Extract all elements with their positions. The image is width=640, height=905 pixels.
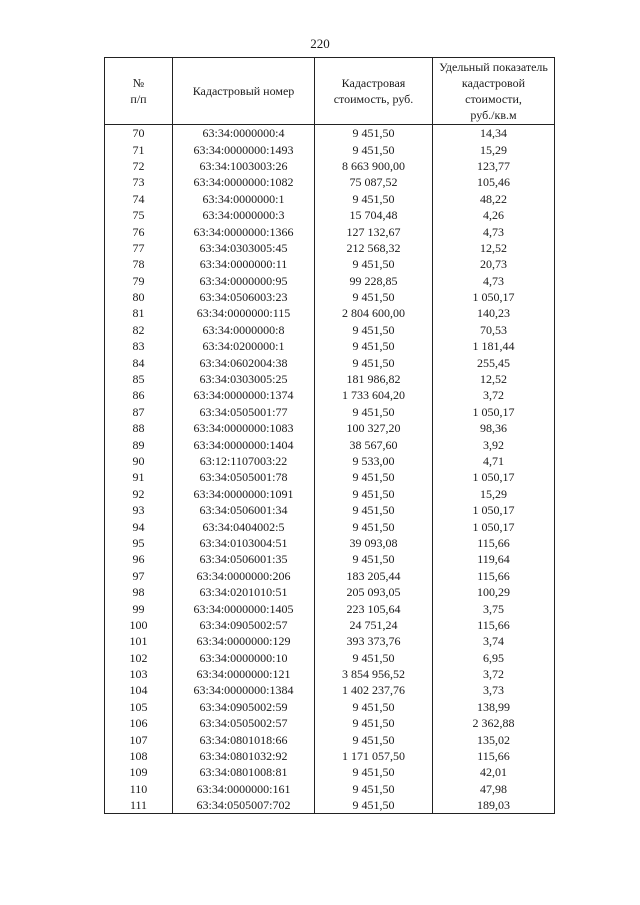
table-row <box>105 486 555 502</box>
cadastral-number-cell: 63:34:0801018:66 <box>173 731 315 747</box>
specific-value-cell: 3,72 <box>433 666 555 682</box>
specific-value-cell: 1 050,17 <box>433 289 555 305</box>
specific-value-cell: 4,73 <box>433 273 555 289</box>
table-row <box>105 617 555 633</box>
row-number-cell: 88 <box>105 420 173 436</box>
cadastral-value-cell: 9 451,50 <box>315 191 433 207</box>
table-row <box>105 568 555 584</box>
cadastral-number-cell: 63:34:0905002:57 <box>173 617 315 633</box>
cadastral-number-cell: 63:34:0201010:51 <box>173 584 315 600</box>
cadastral-value-cell: 38 567,60 <box>315 436 433 452</box>
specific-value-cell: 119,64 <box>433 551 555 567</box>
cadastral-value-cell: 9 451,50 <box>315 715 433 731</box>
row-number-cell: 104 <box>105 682 173 698</box>
cadastral-value-cell: 223 105,64 <box>315 600 433 616</box>
cadastral-number-cell: 63:34:0000000:11 <box>173 256 315 272</box>
table-row <box>105 371 555 387</box>
row-number-cell: 99 <box>105 600 173 616</box>
table-row <box>105 141 555 157</box>
cadastral-number-cell: 63:34:0103004:51 <box>173 535 315 551</box>
table-row <box>105 748 555 764</box>
row-number-cell: 77 <box>105 240 173 256</box>
row-number-cell: 73 <box>105 174 173 190</box>
specific-value-cell: 1 050,17 <box>433 469 555 485</box>
specific-value-cell: 14,34 <box>433 125 555 142</box>
table-row <box>105 191 555 207</box>
cadastral-number-cell: 63:34:0506001:35 <box>173 551 315 567</box>
table-row <box>105 387 555 403</box>
cadastral-number-cell: 63:34:0801008:81 <box>173 764 315 780</box>
row-number-cell: 83 <box>105 338 173 354</box>
header-cadastral-number: Кадастровый номер <box>173 58 315 125</box>
specific-value-cell: 3,92 <box>433 436 555 452</box>
cadastral-number-cell: 63:34:0000000:1082 <box>173 174 315 190</box>
cadastral-value-cell: 205 093,05 <box>315 584 433 600</box>
cadastral-value-cell: 9 451,50 <box>315 338 433 354</box>
specific-value-cell: 6,95 <box>433 650 555 666</box>
cadastral-value-cell: 9 451,50 <box>315 125 433 142</box>
cadastral-number-cell: 63:34:0000000:206 <box>173 568 315 584</box>
row-number-cell: 90 <box>105 453 173 469</box>
row-number-cell: 82 <box>105 322 173 338</box>
row-number-cell: 85 <box>105 371 173 387</box>
table-row <box>105 469 555 485</box>
specific-value-cell: 4,73 <box>433 223 555 239</box>
table-row <box>105 338 555 354</box>
header-row-number: № п/п <box>105 58 173 125</box>
cadastral-number-cell: 63:34:0000000:1083 <box>173 420 315 436</box>
cadastral-number-cell: 63:34:0505001:77 <box>173 404 315 420</box>
specific-value-cell: 1 050,17 <box>433 502 555 518</box>
table-row <box>105 551 555 567</box>
table-row <box>105 731 555 747</box>
table-row <box>105 240 555 256</box>
row-number-cell: 70 <box>105 125 173 142</box>
cadastral-value-cell: 9 451,50 <box>315 469 433 485</box>
specific-value-cell: 115,66 <box>433 748 555 764</box>
cadastral-number-cell: 63:34:1003003:26 <box>173 158 315 174</box>
cadastral-number-cell: 63:34:0506001:34 <box>173 502 315 518</box>
cadastral-value-cell: 1 171 057,50 <box>315 748 433 764</box>
cadastral-number-cell: 63:34:0303005:45 <box>173 240 315 256</box>
cadastral-number-cell: 63:34:0000000:115 <box>173 305 315 321</box>
cadastral-number-cell: 63:34:0000000:3 <box>173 207 315 223</box>
cadastral-value-cell: 9 451,50 <box>315 256 433 272</box>
table-row <box>105 682 555 698</box>
cadastral-number-cell: 63:34:0000000:129 <box>173 633 315 649</box>
cadastral-value-cell: 1 733 604,20 <box>315 387 433 403</box>
row-number-cell: 97 <box>105 568 173 584</box>
cadastral-value-cell: 9 533,00 <box>315 453 433 469</box>
cadastral-value-cell: 212 568,32 <box>315 240 433 256</box>
table-row <box>105 322 555 338</box>
row-number-cell: 74 <box>105 191 173 207</box>
row-number-cell: 84 <box>105 354 173 370</box>
cadastral-value-cell: 127 132,67 <box>315 223 433 239</box>
cadastral-value-cell: 393 373,76 <box>315 633 433 649</box>
specific-value-cell: 15,29 <box>433 486 555 502</box>
table-row <box>105 453 555 469</box>
table-row <box>105 502 555 518</box>
header-specific-value: Удельный показатель кадастровой стоимости, руб./кв.м <box>433 58 555 125</box>
specific-value-cell: 115,66 <box>433 617 555 633</box>
specific-value-cell: 2 362,88 <box>433 715 555 731</box>
cadastral-value-cell: 99 228,85 <box>315 273 433 289</box>
specific-value-cell: 12,52 <box>433 371 555 387</box>
table-body <box>105 125 555 814</box>
row-number-cell: 92 <box>105 486 173 502</box>
cadastral-value-cell: 9 451,50 <box>315 289 433 305</box>
table-row <box>105 256 555 272</box>
cadastral-number-cell: 63:34:0000000:1404 <box>173 436 315 452</box>
cadastral-value-cell: 9 451,50 <box>315 781 433 797</box>
cadastral-number-cell: 63:34:0000000:8 <box>173 322 315 338</box>
row-number-cell: 103 <box>105 666 173 682</box>
specific-value-cell: 4,26 <box>433 207 555 223</box>
cadastral-number-cell: 63:34:0905002:59 <box>173 699 315 715</box>
cadastral-value-cell: 9 451,50 <box>315 486 433 502</box>
specific-value-cell: 138,99 <box>433 699 555 715</box>
specific-value-cell: 3,73 <box>433 682 555 698</box>
table-row <box>105 125 555 142</box>
specific-value-cell: 4,71 <box>433 453 555 469</box>
cadastral-value-cell: 9 451,50 <box>315 404 433 420</box>
specific-value-cell: 135,02 <box>433 731 555 747</box>
cadastral-number-cell: 63:34:0506003:23 <box>173 289 315 305</box>
row-number-cell: 87 <box>105 404 173 420</box>
cadastral-number-cell: 63:12:1107003:22 <box>173 453 315 469</box>
row-number-cell: 80 <box>105 289 173 305</box>
specific-value-cell: 3,75 <box>433 600 555 616</box>
cadastral-value-table <box>104 57 555 814</box>
row-number-cell: 89 <box>105 436 173 452</box>
row-number-cell: 96 <box>105 551 173 567</box>
table-row <box>105 584 555 600</box>
cadastral-number-cell: 63:34:0505007:702 <box>173 797 315 814</box>
specific-value-cell: 100,29 <box>433 584 555 600</box>
specific-value-cell: 48,22 <box>433 191 555 207</box>
cadastral-number-cell: 63:34:0000000:1366 <box>173 223 315 239</box>
cadastral-value-cell: 9 451,50 <box>315 518 433 534</box>
cadastral-number-cell: 63:34:0303005:25 <box>173 371 315 387</box>
cadastral-value-cell: 39 093,08 <box>315 535 433 551</box>
cadastral-value-cell: 9 451,50 <box>315 551 433 567</box>
cadastral-number-cell: 63:34:0404002:5 <box>173 518 315 534</box>
table-row <box>105 207 555 223</box>
cadastral-value-cell: 1 402 237,76 <box>315 682 433 698</box>
cadastral-number-cell: 63:34:0000000:161 <box>173 781 315 797</box>
cadastral-value-cell: 2 804 600,00 <box>315 305 433 321</box>
row-number-cell: 107 <box>105 731 173 747</box>
cadastral-value-cell: 75 087,52 <box>315 174 433 190</box>
row-number-cell: 78 <box>105 256 173 272</box>
row-number-cell: 72 <box>105 158 173 174</box>
row-number-cell: 86 <box>105 387 173 403</box>
cadastral-value-cell: 15 704,48 <box>315 207 433 223</box>
specific-value-cell: 98,36 <box>433 420 555 436</box>
table-row <box>105 273 555 289</box>
specific-value-cell: 47,98 <box>433 781 555 797</box>
row-number-cell: 109 <box>105 764 173 780</box>
row-number-cell: 76 <box>105 223 173 239</box>
cadastral-number-cell: 63:34:0602004:38 <box>173 354 315 370</box>
cadastral-number-cell: 63:34:0505001:78 <box>173 469 315 485</box>
specific-value-cell: 123,77 <box>433 158 555 174</box>
table-row <box>105 518 555 534</box>
page-number: 220 <box>310 36 330 51</box>
row-number-cell: 100 <box>105 617 173 633</box>
cadastral-number-cell: 63:34:0000000:1405 <box>173 600 315 616</box>
specific-value-cell: 20,73 <box>433 256 555 272</box>
table-row <box>105 305 555 321</box>
specific-value-cell: 70,53 <box>433 322 555 338</box>
cadastral-value-cell: 8 663 900,00 <box>315 158 433 174</box>
table-row <box>105 158 555 174</box>
specific-value-cell: 3,74 <box>433 633 555 649</box>
cadastral-number-cell: 63:34:0000000:4 <box>173 125 315 142</box>
row-number-cell: 75 <box>105 207 173 223</box>
cadastral-value-cell: 24 751,24 <box>315 617 433 633</box>
specific-value-cell: 115,66 <box>433 535 555 551</box>
specific-value-cell: 1 181,44 <box>433 338 555 354</box>
cadastral-number-cell: 63:34:0000000:1374 <box>173 387 315 403</box>
table-row <box>105 797 555 814</box>
table-row <box>105 781 555 797</box>
cadastral-value-cell: 9 451,50 <box>315 650 433 666</box>
cadastral-value-cell: 9 451,50 <box>315 699 433 715</box>
table-row <box>105 535 555 551</box>
cadastral-number-cell: 63:34:0000000:95 <box>173 273 315 289</box>
table-row <box>105 715 555 731</box>
table-row <box>105 764 555 780</box>
cadastral-number-cell: 63:34:0200000:1 <box>173 338 315 354</box>
row-number-cell: 105 <box>105 699 173 715</box>
table-row <box>105 289 555 305</box>
specific-value-cell: 42,01 <box>433 764 555 780</box>
header-cadastral-value: Кадастровая стоимость, руб. <box>315 58 433 125</box>
row-number-cell: 95 <box>105 535 173 551</box>
cadastral-value-cell: 9 451,50 <box>315 797 433 814</box>
specific-value-cell: 115,66 <box>433 568 555 584</box>
table-row <box>105 600 555 616</box>
row-number-cell: 71 <box>105 141 173 157</box>
specific-value-cell: 1 050,17 <box>433 404 555 420</box>
cadastral-number-cell: 63:34:0505002:57 <box>173 715 315 731</box>
cadastral-number-cell: 63:34:0000000:1384 <box>173 682 315 698</box>
table-row <box>105 436 555 452</box>
cadastral-number-cell: 63:34:0000000:1 <box>173 191 315 207</box>
cadastral-value-cell: 100 327,20 <box>315 420 433 436</box>
row-number-cell: 106 <box>105 715 173 731</box>
specific-value-cell: 189,03 <box>433 797 555 814</box>
row-number-cell: 98 <box>105 584 173 600</box>
specific-value-cell: 1 050,17 <box>433 518 555 534</box>
table-header-row <box>105 58 555 125</box>
specific-value-cell: 3,72 <box>433 387 555 403</box>
row-number-cell: 108 <box>105 748 173 764</box>
table-row <box>105 174 555 190</box>
cadastral-value-cell: 9 451,50 <box>315 502 433 518</box>
table-row <box>105 420 555 436</box>
table-row <box>105 404 555 420</box>
cadastral-value-cell: 9 451,50 <box>315 764 433 780</box>
specific-value-cell: 15,29 <box>433 141 555 157</box>
cadastral-value-cell: 181 986,82 <box>315 371 433 387</box>
cadastral-value-cell: 9 451,50 <box>315 731 433 747</box>
row-number-cell: 93 <box>105 502 173 518</box>
table-row <box>105 223 555 239</box>
cadastral-value-cell: 9 451,50 <box>315 322 433 338</box>
row-number-cell: 110 <box>105 781 173 797</box>
cadastral-number-cell: 63:34:0000000:1493 <box>173 141 315 157</box>
cadastral-value-cell: 9 451,50 <box>315 141 433 157</box>
row-number-cell: 101 <box>105 633 173 649</box>
specific-value-cell: 140,23 <box>433 305 555 321</box>
cadastral-number-cell: 63:34:0000000:1091 <box>173 486 315 502</box>
row-number-cell: 81 <box>105 305 173 321</box>
row-number-cell: 91 <box>105 469 173 485</box>
table-row <box>105 633 555 649</box>
cadastral-number-cell: 63:34:0000000:10 <box>173 650 315 666</box>
cadastral-value-cell: 9 451,50 <box>315 354 433 370</box>
specific-value-cell: 105,46 <box>433 174 555 190</box>
row-number-cell: 102 <box>105 650 173 666</box>
table-row <box>105 666 555 682</box>
cadastral-value-cell: 183 205,44 <box>315 568 433 584</box>
cadastral-value-cell: 3 854 956,52 <box>315 666 433 682</box>
row-number-cell: 94 <box>105 518 173 534</box>
cadastral-number-cell: 63:34:0801032:92 <box>173 748 315 764</box>
row-number-cell: 111 <box>105 797 173 814</box>
specific-value-cell: 255,45 <box>433 354 555 370</box>
row-number-cell: 79 <box>105 273 173 289</box>
table-row <box>105 650 555 666</box>
specific-value-cell: 12,52 <box>433 240 555 256</box>
table-row <box>105 699 555 715</box>
table-row <box>105 354 555 370</box>
cadastral-number-cell: 63:34:0000000:121 <box>173 666 315 682</box>
